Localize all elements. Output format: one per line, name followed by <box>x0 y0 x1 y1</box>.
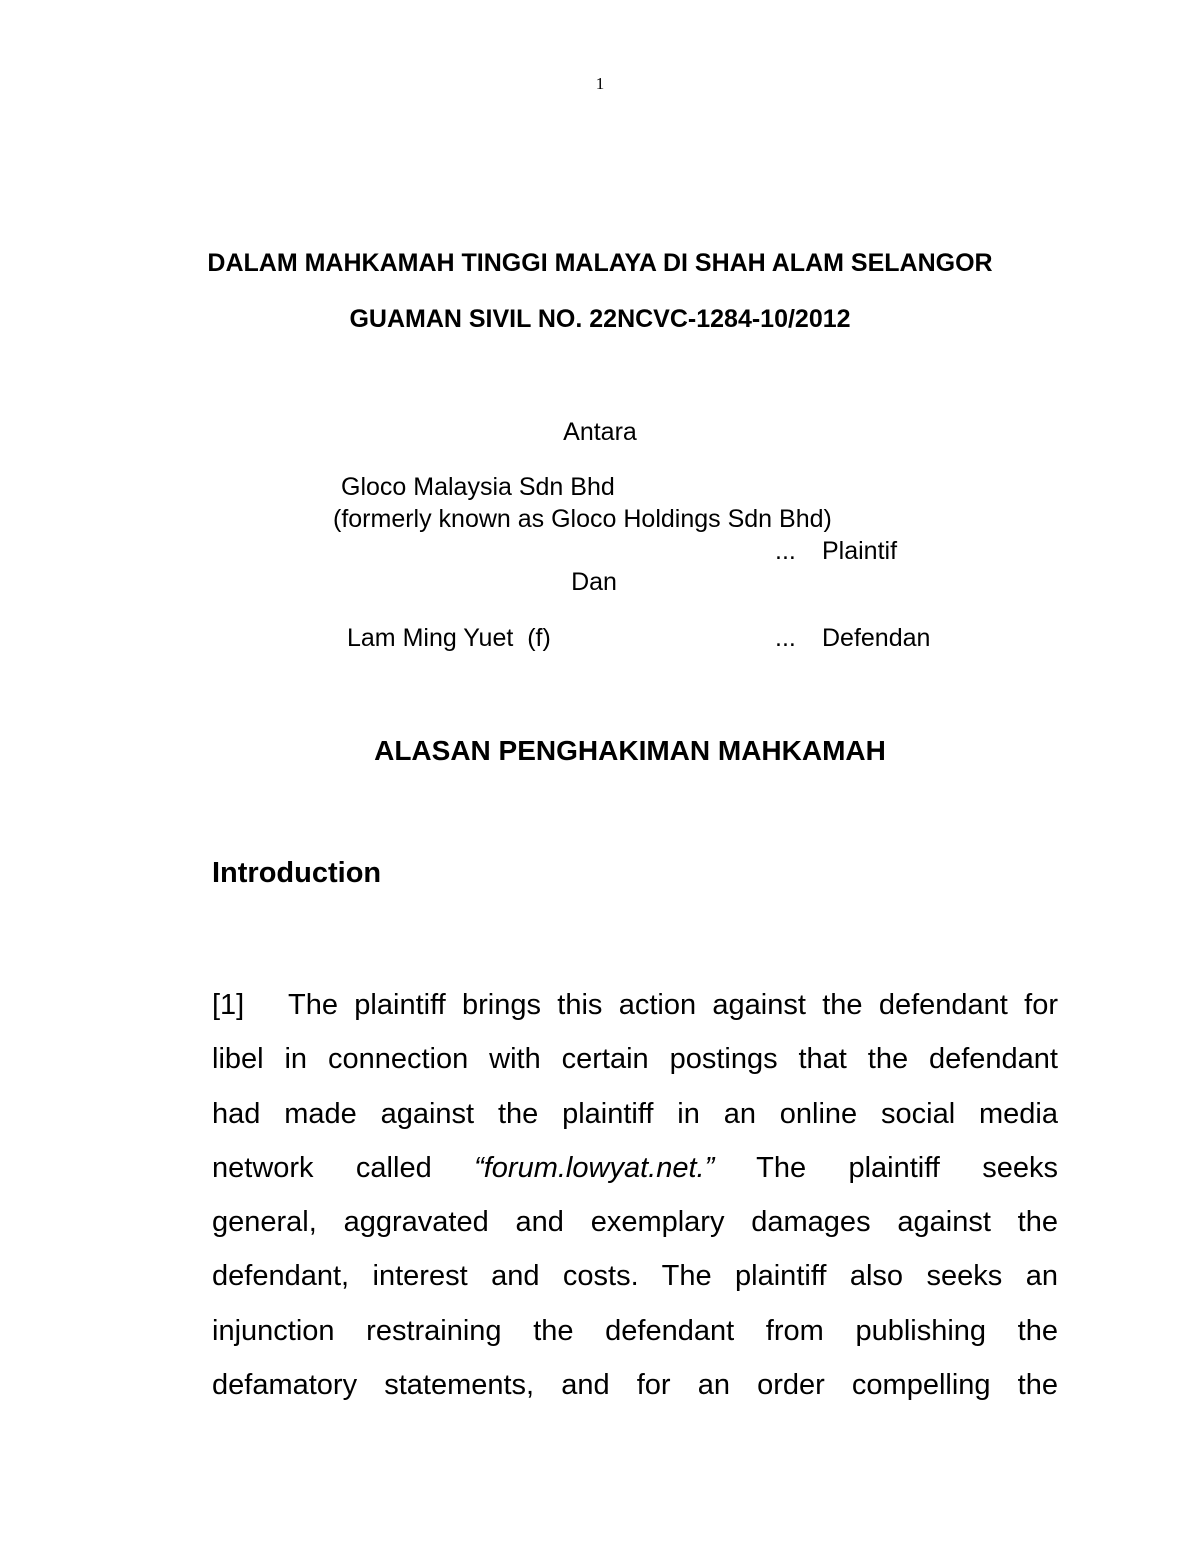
court-title: DALAM MAHKAMAH TINGGI MALAYA DI SHAH ALAM SELANGOR <box>207 249 993 277</box>
plaintiff-leader-dots: ... <box>775 537 796 565</box>
paragraph-1-line-3: had made against the plaintiff in an online social media <box>212 1097 1058 1130</box>
defendant-name: Lam Ming Yuet (f) <box>347 624 551 652</box>
paragraph-1-line-1 <box>212 978 1058 1032</box>
paragraph-1-line-4-post: The plaintiff seeks <box>756 1151 1058 1184</box>
judgment-title: ALASAN PENGHAKIMAN MAHKAMAH <box>374 735 886 766</box>
paragraph-1-line-7: injunction restraining the defendant from publishing the <box>212 1314 1058 1347</box>
paragraph-number: [1] <box>212 989 245 1021</box>
quoted-website: “forum.lowyat.net.” <box>474 1151 715 1184</box>
case-number: GUAMAN SIVIL NO. 22NCVC-1284-10/2012 <box>349 305 851 333</box>
defendant-leader-dots: ... <box>775 624 796 652</box>
paragraph-1-line-1-text: The plaintiff brings this action against the defendant for <box>288 989 1058 1021</box>
section-heading-introduction: Introduction <box>212 857 382 889</box>
paragraph-1-line-2: libel in connection with certain postings that the defendant <box>212 1043 1058 1076</box>
and-label: Dan <box>571 568 617 596</box>
between-label: Antara <box>563 418 637 446</box>
defendant-role: Defendan <box>822 624 931 652</box>
paragraph-1 <box>212 978 1058 1412</box>
plaintiff-role: Plaintif <box>822 537 898 565</box>
paragraph-1-line-6: defendant, interest and costs. The plaintiff also seeks an <box>212 1260 1058 1293</box>
page-number: 1 <box>595 74 605 93</box>
paragraph-1-line-8: defamatory statements, and for an order compelling the <box>212 1369 1058 1402</box>
plaintiff-name: Gloco Malaysia Sdn Bhd <box>341 473 615 501</box>
plaintiff-former-name: (formerly known as Gloco Holdings Sdn Bhd) <box>333 505 832 533</box>
paragraph-1-line-4-pre: network called <box>212 1151 432 1184</box>
paragraph-1-line-4 <box>212 1141 1058 1195</box>
paragraph-1-line-5: general, aggravated and exemplary damages against the <box>212 1206 1058 1239</box>
